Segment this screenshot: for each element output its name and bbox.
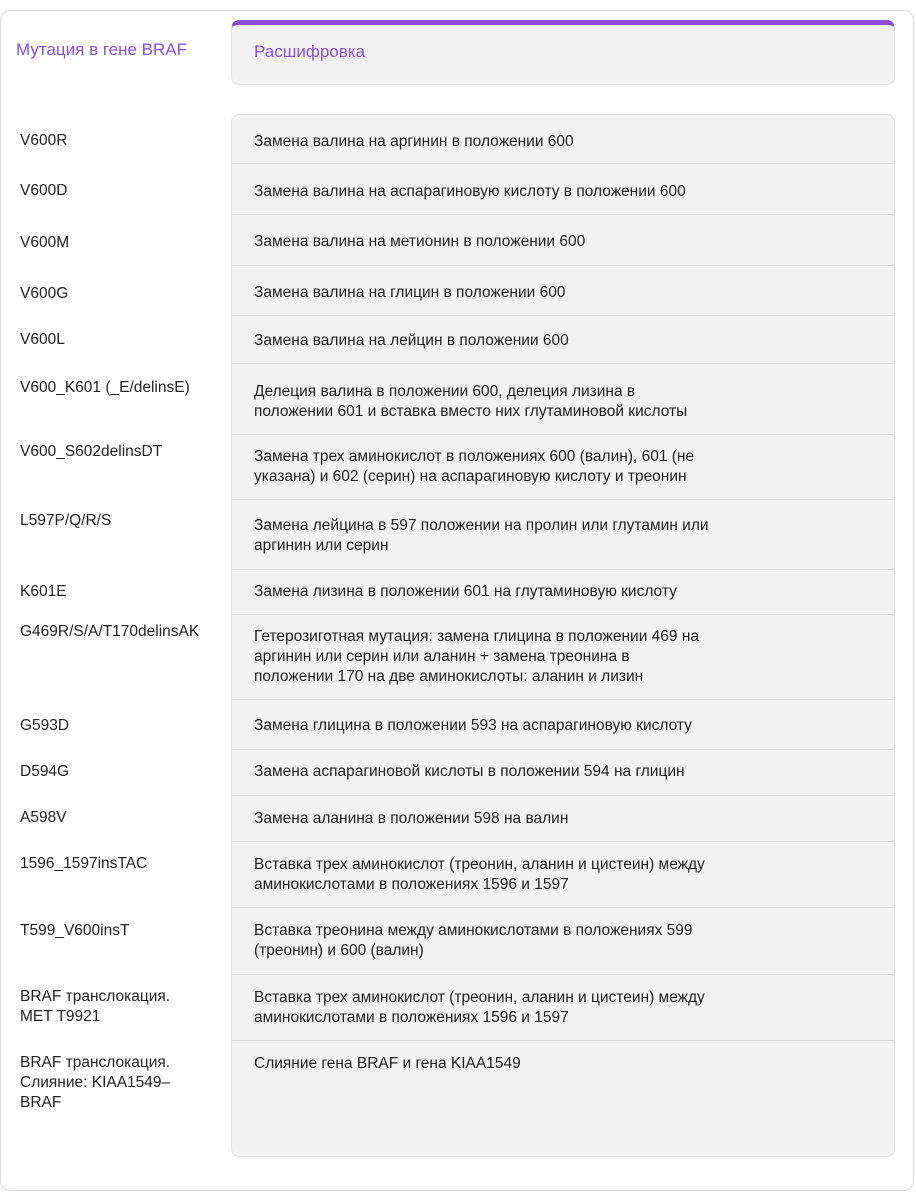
row-divider: [232, 795, 894, 796]
row-mutation: T599_V600insT: [20, 922, 130, 939]
row-divider: [232, 841, 894, 842]
row-divider: [232, 699, 894, 700]
row-mutation: K601E: [20, 583, 67, 600]
row-divider: [232, 1040, 894, 1041]
row-divider: [232, 749, 894, 750]
mutation-column-header: Мутация в гене BRAF: [16, 40, 188, 59]
row-description: Замена валина на глицин в положении 600: [254, 284, 566, 301]
row-mutation: G469R/S/A/T170delinsAK: [20, 623, 200, 640]
row-divider: [232, 214, 894, 215]
row-description: Замена глицина в положении 593 на аспарагиновую кислоту: [254, 717, 692, 734]
row-divider: [232, 569, 894, 570]
row-description: Слияние гена BRAF и гена KIAA1549: [254, 1055, 521, 1072]
row-description: Вставка треонина между аминокислотами в положениях 599 (треонин) и 600 (валин): [254, 922, 693, 959]
decoding-column-title: Расшифровка: [254, 42, 366, 61]
row-description: Гетерозиготная мутация: замена глицина в положении 469 на аргинин или серин или аланин + замена треонина в положении 170 на две аминокислоты: аланин и лизин: [254, 628, 700, 685]
row-mutation: D594G: [20, 763, 70, 780]
row-mutation: V600_S602delinsDT: [20, 443, 163, 460]
row-divider: [232, 163, 894, 164]
row-divider: [232, 614, 894, 615]
row-mutation: 1596_1597insTAC: [20, 855, 148, 872]
row-divider: [232, 315, 894, 316]
row-divider: [232, 907, 894, 908]
decoding-column-header: [231, 20, 895, 85]
row-description: Замена аспарагиновой кислоты в положении 594 на глицин: [254, 763, 685, 780]
row-divider: [232, 499, 894, 500]
row-description: Замена валина на аспарагиновую кислоту в положении 600: [254, 183, 686, 200]
row-mutation: V600G: [20, 285, 69, 302]
row-description: Замена лизина в положении 601 на глутаминовую кислоту: [254, 583, 677, 600]
row-description: Вставка трех аминокислот (треонин, аланин и цистеин) между аминокислотами в положениях 1596 и 1597: [254, 856, 705, 893]
row-mutation: V600R: [20, 132, 68, 149]
row-mutation: V600D: [20, 182, 68, 199]
row-divider: [232, 363, 894, 364]
row-description: Замена валина на метионин в положении 600: [254, 233, 586, 250]
row-description: Вставка трех аминокислот (треонин, аланин и цистеин) между аминокислотами в положениях 1596 и 1597: [254, 989, 705, 1026]
row-mutation: G593D: [20, 717, 70, 734]
row-mutation: L597P/Q/R/S: [20, 512, 112, 529]
row-mutation: BRAF транслокация. MET T9921: [20, 988, 171, 1025]
row-description: Замена аланина в положении 598 на валин: [254, 810, 569, 827]
row-divider: [232, 434, 894, 435]
decoding-column-body: [231, 114, 895, 1157]
row-description: Замена лейцина в 597 положении на пролин или глутамин или аргинин или серин: [254, 517, 709, 554]
row-description: Замена трех аминокислот в положениях 600 (валин), 601 (не указана) и 602 (серин) на аспарагиновую кислоту и треонин: [254, 448, 695, 485]
row-description: Замена валина на аргинин в положении 600: [254, 133, 574, 150]
row-description: Замена валина на лейцин в положении 600: [254, 332, 569, 349]
row-description: Делеция валина в положении 600, делеция лизина в положении 601 и вставка вместо них глутаминовой кислоты: [254, 383, 688, 420]
row-mutation: V600_K601 (_E/delinsE): [20, 379, 190, 396]
row-mutation: V600L: [20, 331, 65, 348]
row-divider: [232, 974, 894, 975]
row-divider: [232, 265, 894, 266]
row-mutation: V600M: [20, 234, 70, 251]
row-mutation: BRAF транслокация. Слияние: KIAA1549– BRAF: [20, 1054, 171, 1111]
row-mutation: A598V: [20, 809, 67, 826]
